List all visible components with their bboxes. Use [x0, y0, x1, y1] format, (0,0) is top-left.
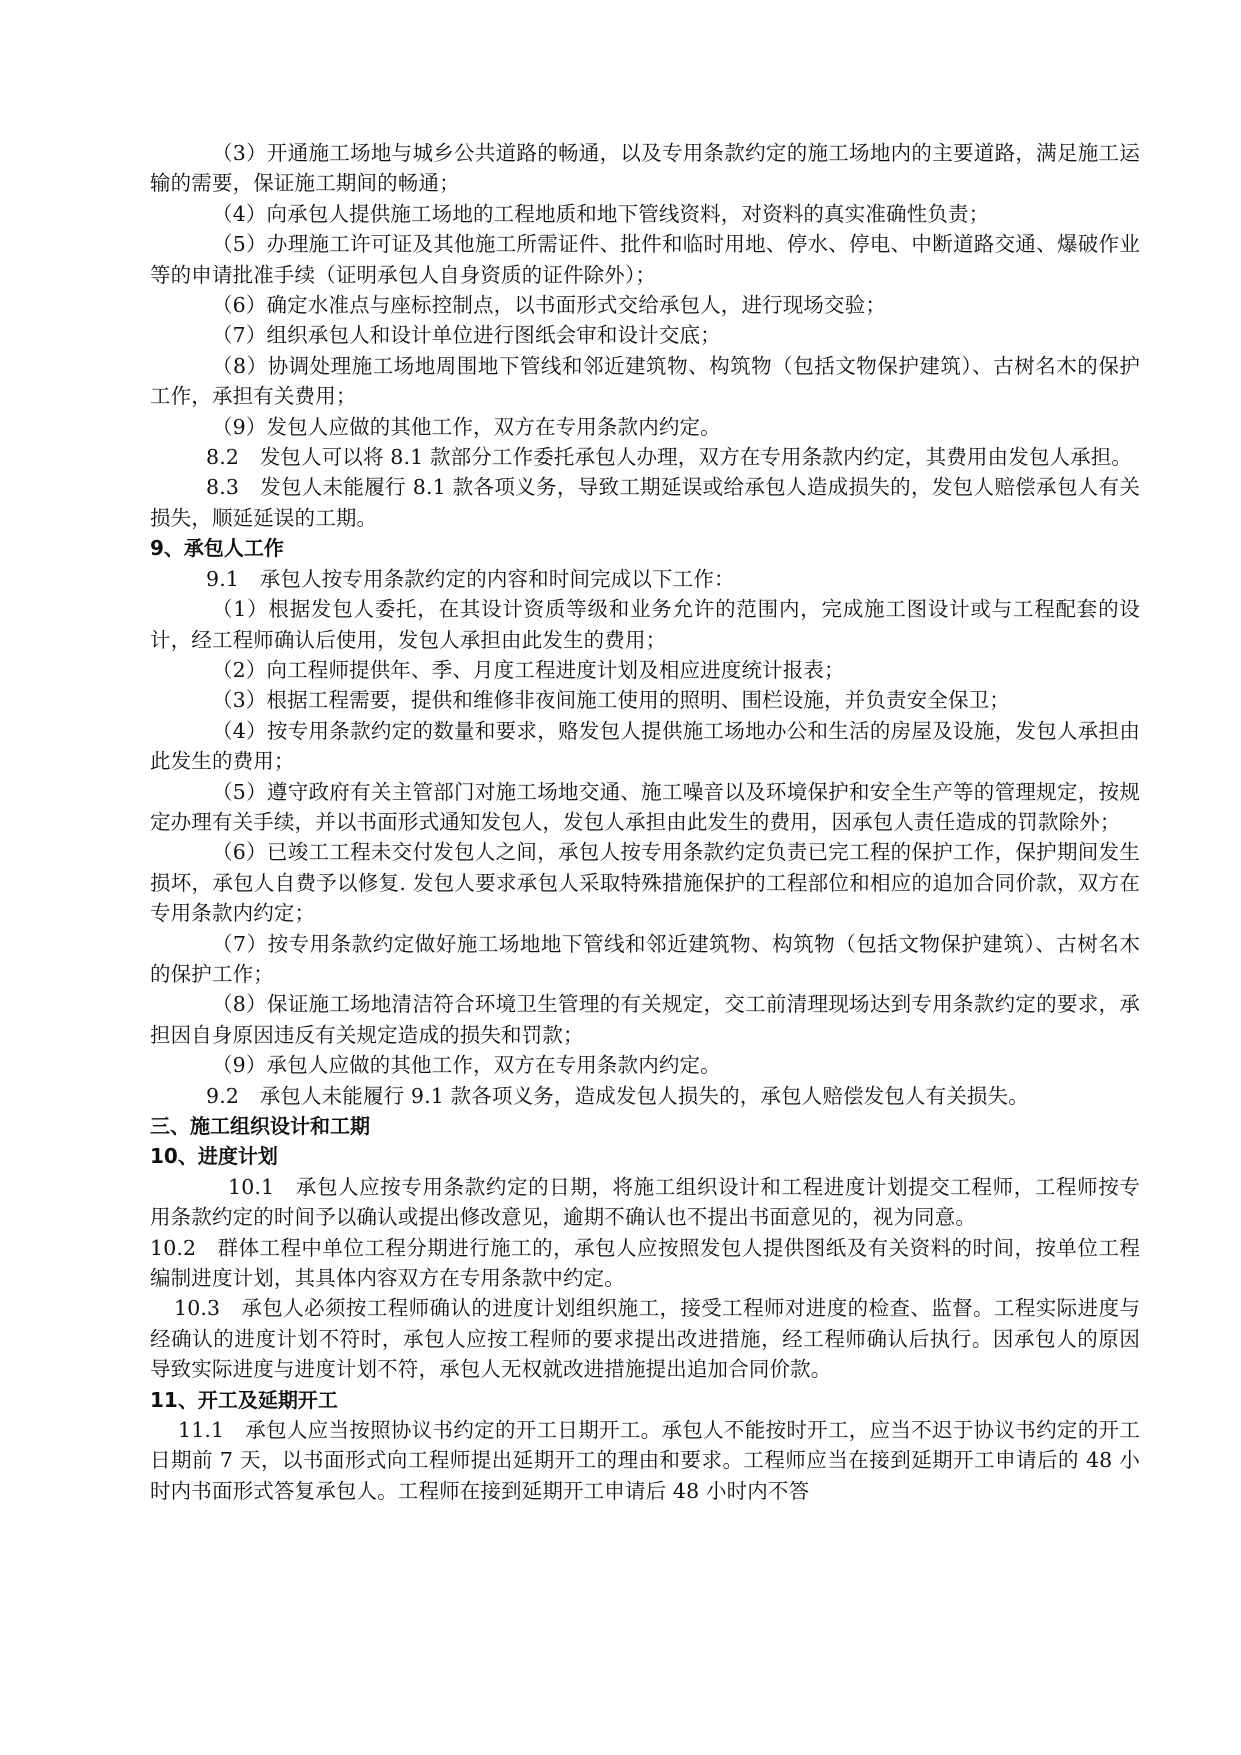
- paragraph: （7）组织承包人和设计单位进行图纸会审和设计交底；: [212, 323, 721, 348]
- paragraph: 9.2 承包人未能履行 9.1 款各项义务，造成发包人损失的，承包人赔偿发包人有关损失。: [206, 1083, 1029, 1108]
- document-body: [150, 138, 1140, 1506]
- section-heading: 9、承包人工作: [150, 536, 284, 561]
- paragraph: （8）协调处理施工场地周围地下管线和邻近建筑物、构筑物（包括文物保护建筑）、古树名木的保护工作，承担有关费用；: [150, 353, 1140, 409]
- paragraph: 8.2 发包人可以将 8.1 款部分工作委托承包人办理，双方在专用条款内约定，其费用由发包人承担。: [206, 445, 1133, 470]
- paragraph: （5）办理施工许可证及其他施工所需证件、批件和临时用地、停水、停电、中断道路交通、爆破作业等的申请批准手续（证明承包人自身资质的证件除外）；: [150, 232, 1140, 287]
- paragraph: 10.1 承包人应按专用条款约定的日期，将施工组织设计和工程进度计划提交工程师，工程师按专用条款约定的时间予以确认或提出修改意见，逾期不确认也不提出书面意见的，视为同意。: [150, 1174, 1140, 1230]
- paragraph: 10.3 承包人必须按工程师确认的进度计划组织施工，接受工程师对进度的检查、监督。工程实际进度与经确认的进度计划不符时，承包人应按工程师的要求提出改进措施，经工程师确认后执行。因承包人的原因导致实际进度与进度计划不符，承包人无权就改进措施提出追加合同价款。: [150, 1296, 1140, 1382]
- paragraph: （5）遵守政府有关主管部门对施工场地交通、施工噪音以及环境保护和安全生产等的管理规定，按规定办理有关手续，并以书面形式通知发包人，发包人承担由此发生的费用，因承包人责任造成的罚款除外；: [150, 779, 1140, 834]
- paragraph: （6）已竣工工程未交付发包人之间，承包人按专用条款约定负责已完工程的保护工作，保护期间发生损坏，承包人自费予以修复. 发包人要求承包人采取特殊措施保护的工程部位和相应的追加合同价款，双方在专用条款内约定；: [150, 840, 1140, 926]
- paragraph: （9）承包人应做的其他工作，双方在专用条款内约定。: [212, 1053, 721, 1078]
- paragraph: （9）发包人应做的其他工作，双方在专用条款内约定。: [212, 414, 721, 439]
- paragraph: （4）向承包人提供施工场地的工程地质和地下管线资料，对资料的真实准确性负责；: [212, 201, 990, 226]
- section-heading: 三、施工组织设计和工期: [150, 1114, 370, 1138]
- paragraph: （8）保证施工场地清洁符合环境卫生管理的有关规定，交工前清理现场达到专用条款约定的要求，承担因自身原因违反有关规定造成的损失和罚款；: [150, 992, 1140, 1047]
- paragraph: （2）向工程师提供年、季、月度工程进度计划及相应进度统计报表；: [212, 657, 845, 682]
- paragraph: 8.3 发包人未能履行 8.1 款各项义务，导致工期延误或给承包人造成损失的，发包人赔偿承包人有关损失，顺延延误的工期。: [150, 475, 1140, 530]
- section-heading: 11、开工及延期开工: [150, 1387, 338, 1412]
- paragraph: （3）根据工程需要，提供和维修非夜间施工使用的照明、围栏设施，并负责安全保卫；: [212, 688, 1010, 713]
- paragraph: 9.1 承包人按专用条款约定的内容和时间完成以下工作：: [206, 566, 735, 591]
- paragraph: （4）按专用条款约定的数量和要求，赂发包人提供施工场地办公和生活的房屋及设施，发包人承担由此发生的费用；: [150, 718, 1140, 774]
- paragraph: 11.1 承包人应当按照协议书约定的开工日期开工。承包人不能按时开工，应当不迟于协议书约定的开工日期前 7 天，以书面形式向工程师提出延期开工的理由和要求。工程师应当在接到延期开工申请后的 48 小时内书面形式答复承包人。工程师在接到延期开工申请后 48 小时内不答: [150, 1418, 1140, 1503]
- paragraph: （6）确定水准点与座标控制点，以书面形式交给承包人，进行现场交验；: [212, 293, 886, 318]
- paragraph: 10.2 群体工程中单位工程分期进行施工的，承包人应按照发包人提供图纸及有关资料的时间，按单位工程编制进度计划，其具体内容双方在专用条款中约定。: [150, 1235, 1140, 1291]
- paragraph: （7）按专用条款约定做好施工场地地下管线和邻近建筑物、构筑物（包括文物保护建筑）、古树名木的保护工作；: [150, 931, 1140, 986]
- section-heading: 10、进度计划: [150, 1144, 278, 1169]
- paragraph: （3）开通施工场地与城乡公共道路的畅通，以及专用条款约定的施工场地内的主要道路，满足施工运输的需要，保证施工期间的畅通；: [150, 141, 1140, 196]
- paragraph: （1）根据发包人委托，在其设计资质等级和业务允许的范围内，完成施工图设计或与工程配套的设计，经工程师确认后使用，发包人承担由此发生的费用；: [150, 597, 1140, 652]
